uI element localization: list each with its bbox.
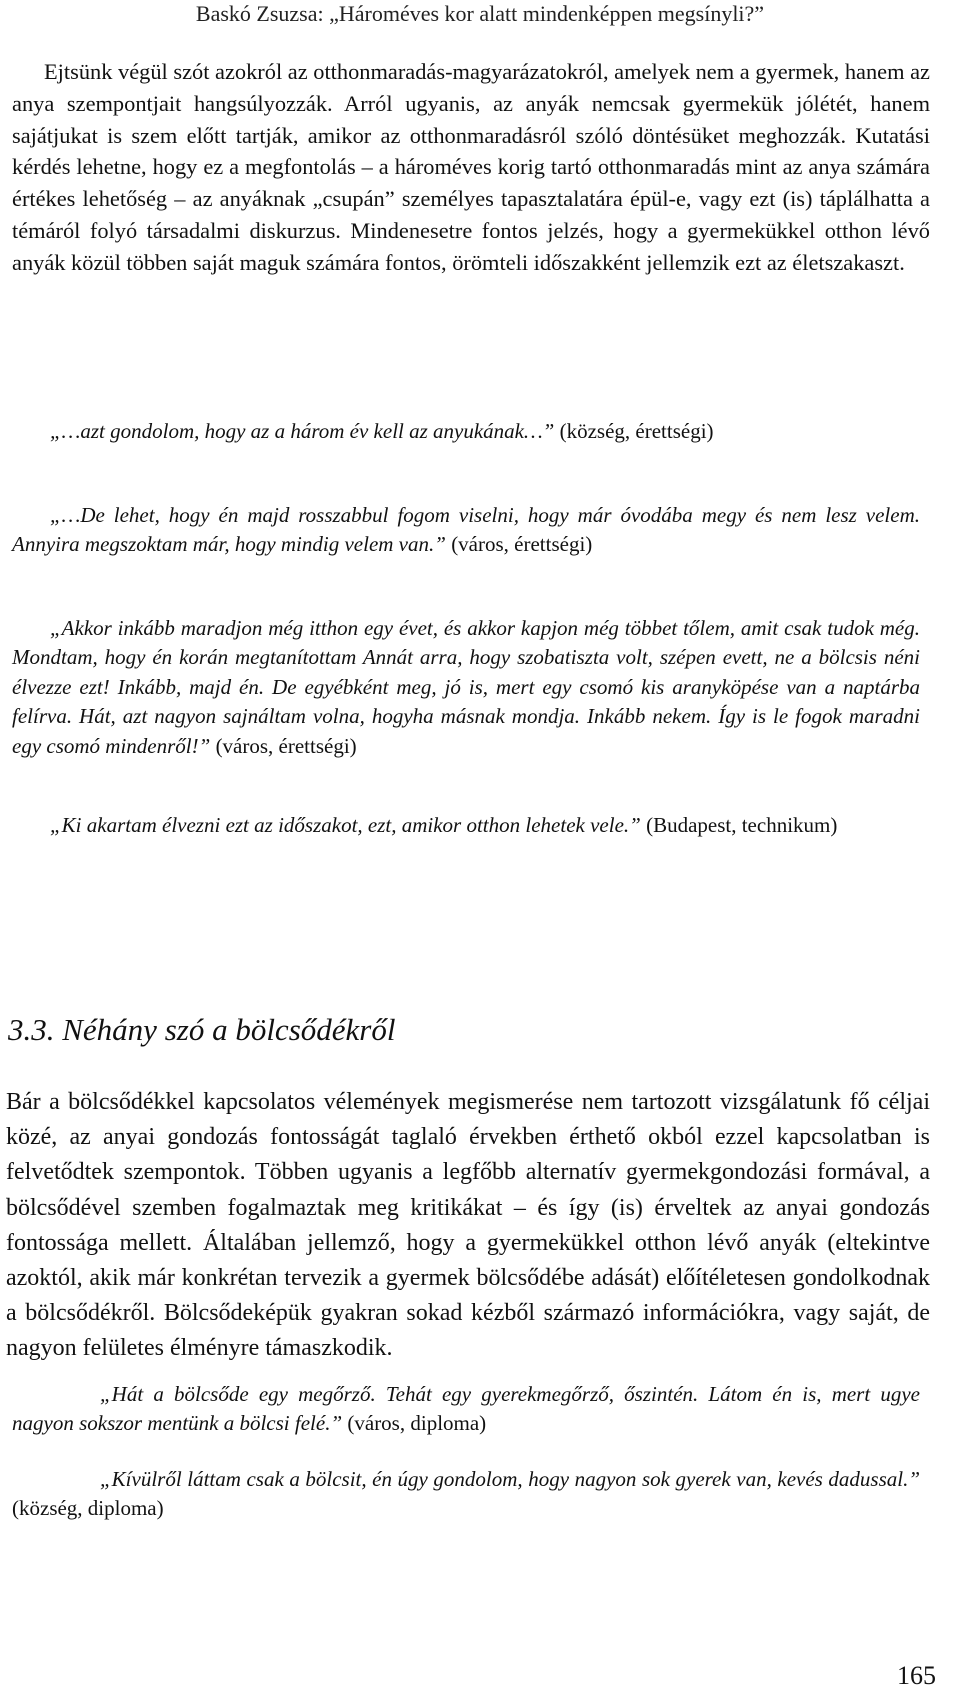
section-heading: 3.3. Néhány szó a bölcsődékről — [8, 1012, 396, 1047]
quote-block — [12, 417, 920, 446]
quote-source: (város, érettségi) — [451, 532, 593, 557]
page-number: 165 — [897, 1661, 936, 1690]
quote-block — [12, 614, 920, 761]
quote-source: (város, érettségi) — [215, 733, 357, 758]
quote-text: „Ki akartam élvezni ezt az időszakot, ezt, amikor otthon lehetek vele.” — [50, 813, 641, 837]
body-paragraph-1 — [12, 56, 930, 279]
quote-block — [12, 811, 920, 840]
quote-source: (község, érettségi) — [559, 419, 714, 443]
paragraph-text: Ejtsünk végül szót azokról az otthonmaradás-magyarázatokról, amelyek nem a gyermek, hanem az anya szempontjait hangsúlyozzák. Arról ugyanis, az anyák nemcsak gyermekük jólétét, hanem sajátjukat is szem előtt tartják, amikor az otthonmaradásról szóló döntésüket meghozzák. Kutatási kérdés lehetne, hogy ez a megfontolás – a hároméves korig tartó otthonmaradás mint az anya számára értékes lehetőség – az anyáknak „csupán” személyes tapasztalatára épül-e, vagy ezt (is) táplálhatta a témáról folyó társadalmi diskurzus. Mindenesetre fontos jelzés, hogy a gyermekükkel otthon lévő anyák közül többen saját maguk számára fontos, örömteli időszakként jellemzik ezt az életszakaszt. — [12, 59, 930, 275]
quote-block — [12, 501, 920, 560]
quote-text: „…azt gondolom, hogy az a három év kell az anyukának…” — [50, 419, 555, 443]
quote-source: (község, diploma) — [12, 1496, 164, 1521]
quote-text: „Kívülről láttam csak a bölcsit, én úgy gondolom, hogy nagyon sok gyerek van, kevés dadussal.” — [100, 1467, 920, 1491]
quote-text: „…De lehet, hogy én majd rosszabbul fogom viselni, hogy már óvodába megy és nem lesz velem. Annyira megszoktam már, hogy mindig velem van.” — [12, 503, 920, 557]
quote-source: (város, diploma) — [347, 1411, 487, 1436]
quote-text: „Akkor inkább maradjon még itthon egy évet, és akkor kapjon még többet tőlem, amit csak tudok még. Mondtam, hogy én korán megtanítottam Annát arra, hogy szobatiszta volt, szépen evett, ne a bölcsis néni élvezze ezt! Inkább, majd én. De egyébként meg, jó is, mert egy csomó kis aranyköpése van a naptárba felírva. Hát, azt nagyon sajnáltam volna, hogyha másnak mondja. Inkább nekem. Így is le fogok maradni egy csomó mindenről!” — [12, 616, 920, 758]
body-paragraph-2 — [6, 1085, 930, 1367]
quote-block — [12, 1380, 920, 1439]
quote-source: (Budapest, technikum) — [646, 813, 838, 837]
paragraph-text: Bár a bölcsődékkel kapcsolatos vélemények megismerése nem tartozott vizsgálatunk fő céljai közé, az anyai gondozás fontosságát taglaló érvekben érthető okból ezzel kapcsolatban is felvetődtek szempontok. Többen ugyanis a legfőbb alternatív gyermekgondozási formával, a bölcsődével szemben fogalmaztak meg kritikákat – és így (is) érveltek az anyai gondozás fontossága mellett. Általában jellemző, hogy a gyermekükkel otthon lévő anyák (eltekintve azoktól, akik már konkrétan tervezik a gyermek bölcsődébe adását) előítéletesen gondolkodnak a bölcsődékről. Bölcsődeképük gyakran sokad kézből származó információkra, vagy saját, de nagyon felületes élményre támaszkodik. — [6, 1089, 930, 1362]
running-header: Baskó Zsuzsa: „Hároméves kor alatt mindenképpen megsínyli?” — [195, 1, 765, 26]
quote-block — [12, 1465, 920, 1524]
quote-text: „Hát a bölcsőde egy megőrző. Tehát egy gyerekmegőrző, őszintén. Látom én is, mert ugye nagyon sokszor mentünk a bölcsi felé.” — [12, 1382, 920, 1436]
